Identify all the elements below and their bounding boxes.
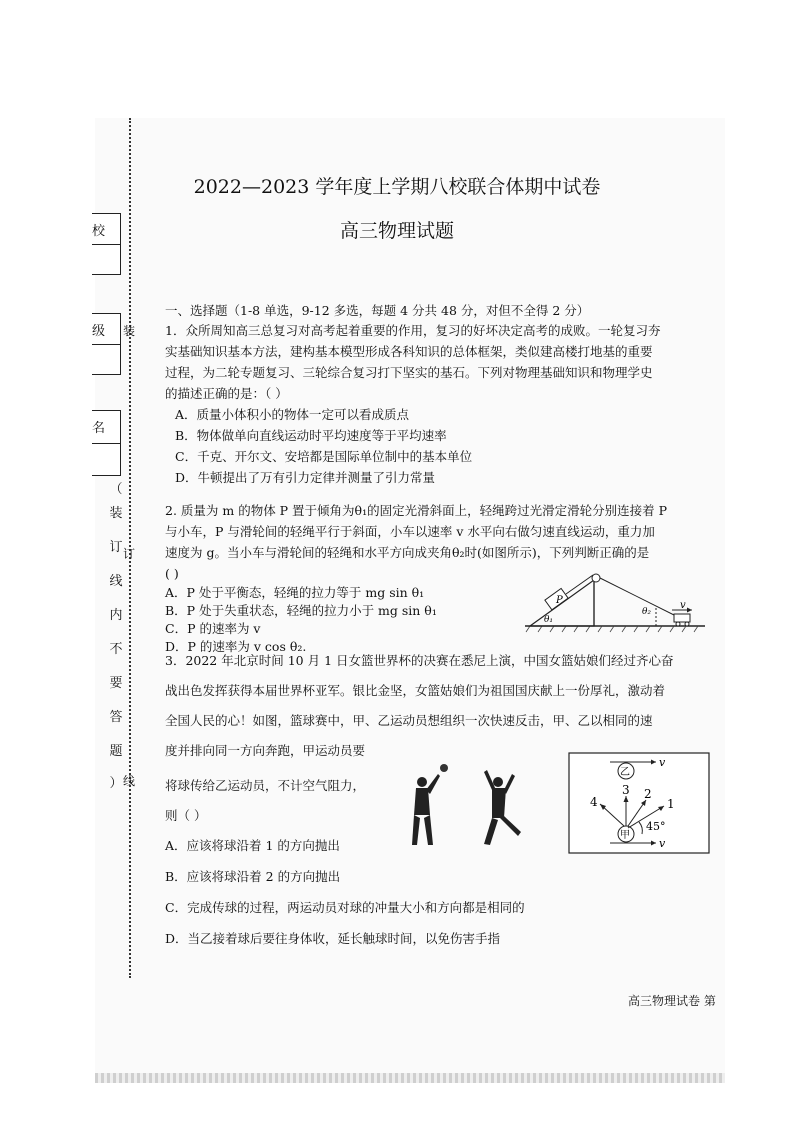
vertical-char: 不	[109, 642, 123, 657]
block-p-label: P	[556, 595, 563, 606]
q2-option-a: A．P 处于平衡态，轻绳的拉力等于 mg sin θ₁	[165, 585, 425, 600]
q1-text-line: 的描述正确的是：（ ）	[165, 386, 288, 401]
q3-text-line: 战出色发挥获得本届世界杯亚军。银比金坚，女篮姑娘们为祖国国庆献上一份厚礼，激动着	[165, 683, 666, 698]
section-heading: 一、选择题（1-8 单选，9-12 多选，每题 4 分共 48 分，对但不全得 2 分）	[165, 303, 590, 318]
q1-option-a: A．质量小体积小的物体一定可以看成质点	[175, 407, 410, 422]
binding-mark-xian: 线	[123, 774, 136, 788]
direction-2-label: 2	[644, 787, 652, 801]
player-jia-label: 甲	[620, 830, 630, 841]
binding-mark-ding: 订	[123, 547, 136, 561]
box-divider	[92, 443, 120, 444]
q3-option-c: C．完成传球的过程，两运动员对球的冲量大小和方向都是相同的	[165, 900, 525, 915]
q2-option-c: C．P 的速率为 v	[165, 621, 261, 636]
incline-pulley-figure	[520, 570, 710, 634]
class-box	[92, 313, 121, 375]
school-label: 校	[92, 224, 106, 239]
binding-mark-zhuang: 装	[123, 324, 136, 338]
cart-wheel	[676, 622, 680, 626]
q3-text-line: 全国人民的心！如图，篮球赛中，甲、乙运动员想组织一次快速反击，甲、乙以相同的速	[165, 713, 653, 728]
class-label: 级	[92, 324, 106, 339]
q2-text-line: 速度为 g。当小车与滑轮间的轻绳和水平方向成夹角θ₂时(如图所示)，下列判断正确的是	[165, 545, 650, 560]
player-jia-silhouette	[412, 774, 440, 845]
vertical-char: 订	[109, 540, 123, 555]
q3-option-d: D．当乙接着球后要往身体收，延长触球时间，以免伤害手指	[165, 931, 501, 946]
scan-edge-strip	[95, 1073, 725, 1083]
ground-hatching	[526, 626, 698, 632]
cart-wheel	[685, 622, 689, 626]
jia-velocity-label: v	[659, 837, 666, 850]
q3-option-b: B．应该将球沿着 2 的方向抛出	[165, 869, 341, 884]
basketball	[440, 764, 448, 772]
velocity-label: v	[680, 600, 686, 611]
direction-4-label: 4	[590, 795, 598, 809]
q1-option-b: B．物体做单向直线运动时平均速度等于平均速率	[175, 428, 447, 443]
q1-text-line: 实基础知识基本方法，建构基本模型形成各科知识的总体框架，类似建高楼打地基的重要	[165, 344, 653, 359]
q2-text-line: 与小车，P 与滑轮间的轻绳平行于斜面，小车以速率 v 水平向右做匀速直线运动，重力加	[165, 524, 655, 539]
vertical-char: 要	[109, 676, 123, 691]
pass-direction-diagram	[568, 752, 710, 854]
no-answer-vertical-note	[109, 478, 123, 796]
vertical-char: 装	[109, 506, 123, 521]
direction-1-label: 1	[667, 797, 675, 811]
q1-text-line: 过程，为二轮专题复习、三轮综合复习打下坚实的基石。下列对物理基础知识和物理学史	[165, 365, 653, 380]
vertical-char: 内	[109, 608, 123, 623]
vertical-char: （	[109, 482, 123, 497]
q3-text-line: 将球传给乙运动员，不计空气阻力，	[165, 778, 366, 793]
box-divider	[92, 344, 120, 345]
player-yi-silhouette	[484, 770, 521, 845]
q1-option-c: C．千克、开尔文、安培都是国际单位制中的基本单位	[175, 449, 473, 464]
q3-option-a: A．应该将球沿着 1 的方向抛出	[165, 838, 340, 853]
name-label: 名	[92, 421, 106, 436]
page-footer: 高三物理试卷 第	[628, 994, 716, 1008]
q2-text-line: ( )	[165, 566, 179, 581]
q3-text-line: 3．2022 年北京时间 10 月 1 日女篮世界杯的决赛在悉尼上演，中国女篮姑娘们经过齐心奋	[165, 653, 674, 668]
q1-text-line: 1．众所周知高三总复习对高考起着重要的作用，复习的好坏决定高考的成败。一轮复习夯	[165, 323, 661, 338]
theta1-label: θ₁	[544, 615, 554, 625]
theta2-label: θ₂	[642, 607, 652, 617]
q3-text-line: 则（ ）	[165, 808, 207, 823]
cart	[674, 614, 690, 622]
basketball-players-illustration	[400, 760, 560, 850]
box-divider	[92, 244, 120, 245]
q3-text-line: 度并排向同一方向奔跑，甲运动员要	[165, 743, 366, 758]
yi-velocity-label: v	[659, 756, 666, 769]
q2-option-b: B．P 处于失重状态，轻绳的拉力小于 mg sin θ₁	[165, 603, 437, 618]
name-box	[92, 410, 121, 476]
q1-option-d: D．牛顿提出了万有引力定律并测量了引力常量	[175, 470, 436, 485]
vertical-char: 题	[109, 744, 123, 759]
pulley	[592, 574, 600, 582]
exam-title: 2022—2023 学年度上学期八校联合体期中试卷	[193, 176, 601, 198]
rope-to-cart	[600, 578, 678, 617]
player-yi-label: 乙	[620, 767, 630, 778]
q2-option-d: D．P 的速率为 v cos θ₂.	[165, 639, 307, 654]
vertical-char: 答	[109, 710, 123, 725]
exam-subtitle: 高三物理试题	[339, 220, 454, 242]
angle-label: 45°	[646, 820, 666, 833]
q2-text-line: 2. 质量为 m 的物体 P 置于倾角为θ₁的固定光滑斜面上，轻绳跨过光滑定滑轮分别连接着 P	[165, 503, 667, 518]
direction-3-label: 3	[622, 783, 630, 797]
vertical-char: 线	[109, 574, 123, 589]
vertical-char: ）	[109, 776, 123, 791]
